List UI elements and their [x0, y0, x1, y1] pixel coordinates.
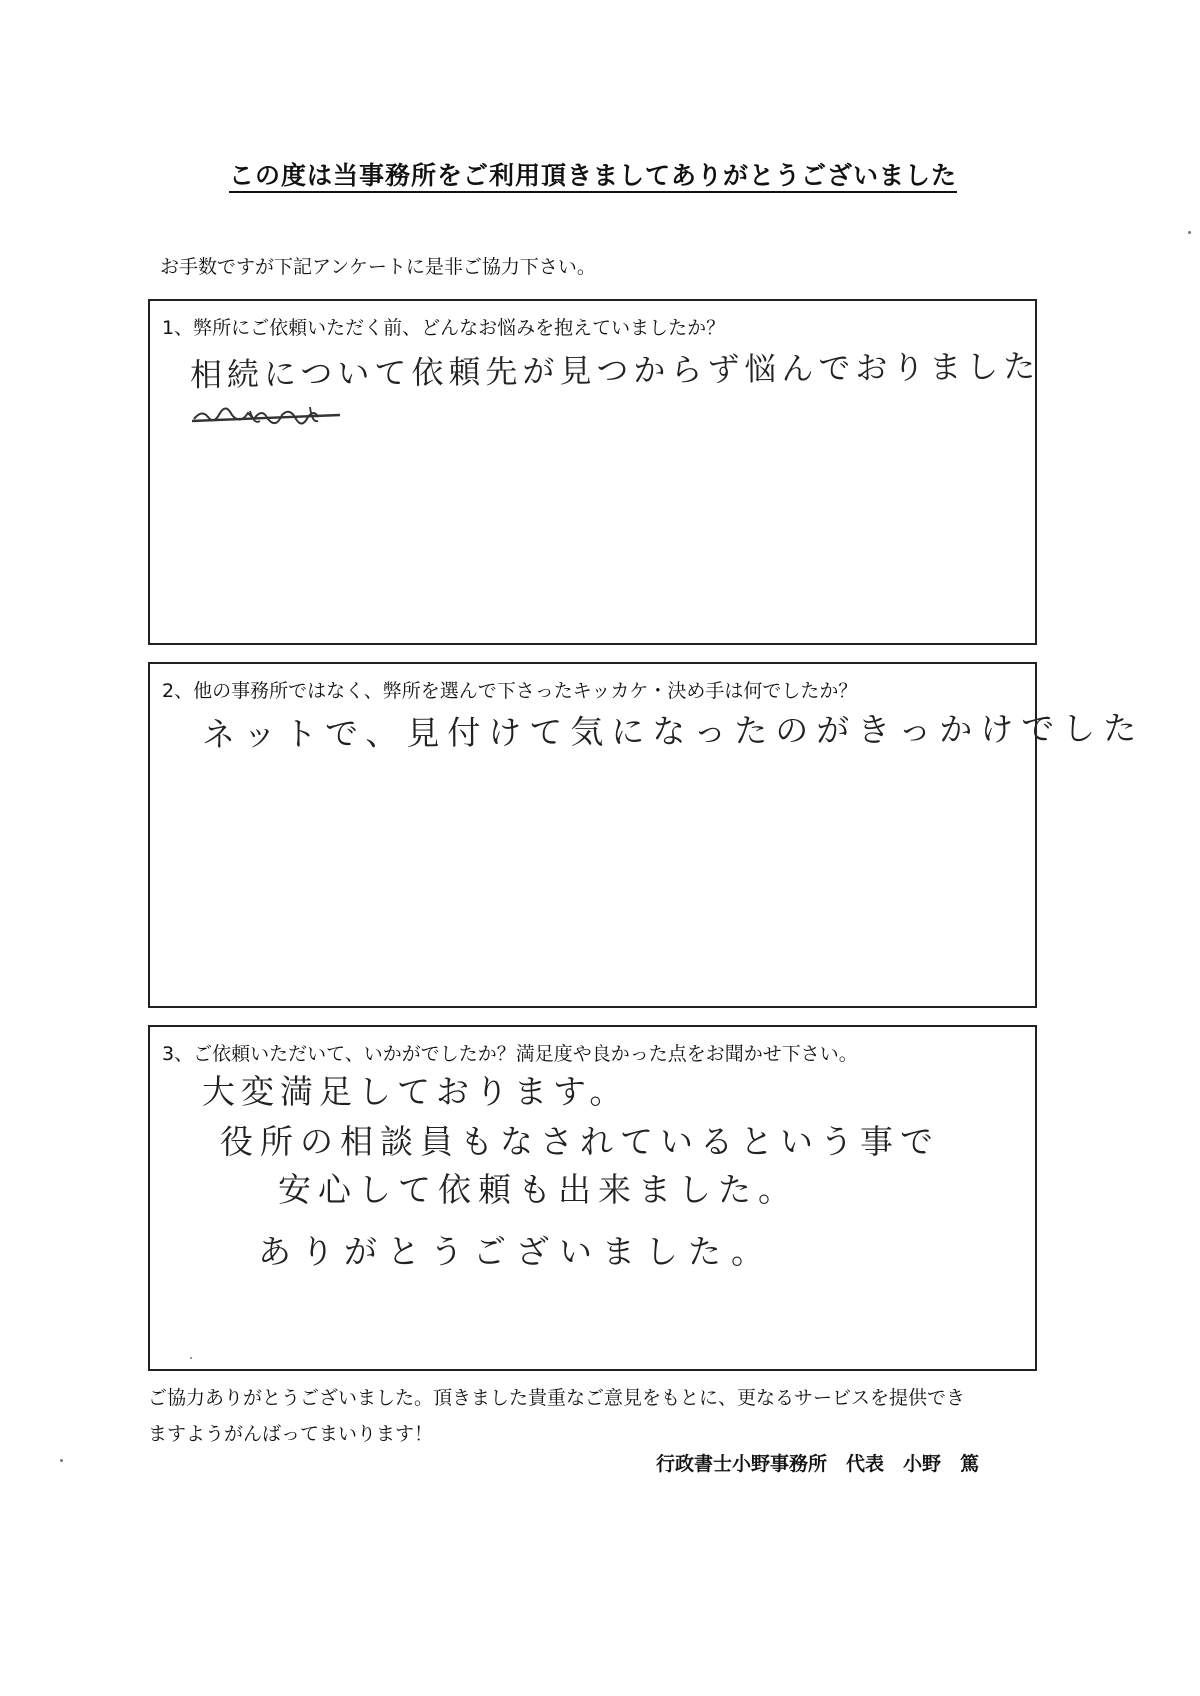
intro-text: お手数ですが下記アンケートに是非ご協力下さい。 — [160, 256, 596, 278]
crossed-out-scribble — [190, 401, 350, 435]
handwritten-answer-3-line-4: ありがとうございました。 — [258, 1232, 774, 1271]
closing-line-2: ますようがんばってまいります！ — [148, 1423, 434, 1445]
question-box-3 — [148, 1025, 1037, 1371]
question-label-2: 2、他の事務所ではなく、弊所を選んで下さったキッカケ・決め手は何でしたか？ — [162, 680, 858, 702]
handwritten-answer-3-line-3: 安心して依頼も出来ました。 — [278, 1170, 798, 1209]
handwritten-answer-2-line-1: ネットで、見付けて気になったのがきっかけでした — [201, 708, 1145, 754]
scan-speck — [190, 1357, 192, 1359]
question-label-3: 3、ご依頼いただいて、いかがでしたか？満足度や良かった点をお聞かせ下さい。 — [162, 1043, 858, 1065]
page-title: この度は当事務所をご利用頂きましてありがとうございました — [228, 161, 957, 190]
office-signature: 行政書士小野事務所 代表 小野 篤 — [656, 1453, 980, 1475]
question-label-1: 1、弊所にご依頼いただく前、どんなお悩みを抱えていましたか？ — [162, 317, 726, 339]
question-box-1 — [148, 299, 1041, 645]
handwritten-answer-3-line-1: 大変満足しております。 — [202, 1072, 629, 1111]
closing-line-1: ご協力ありがとうございました。頂きました貴重なご意見をもとに、更なるサービスを提供でき — [148, 1387, 966, 1409]
scan-speck — [60, 1459, 63, 1462]
handwritten-answer-3-line-2: 役所の相談員もなされているという事で — [220, 1122, 940, 1161]
scan-speck — [1188, 231, 1191, 234]
handwritten-answer-1-line-1: 相続について依頼先が見つからず悩んでおりました — [189, 347, 1041, 394]
question-box-2 — [148, 662, 1145, 1008]
